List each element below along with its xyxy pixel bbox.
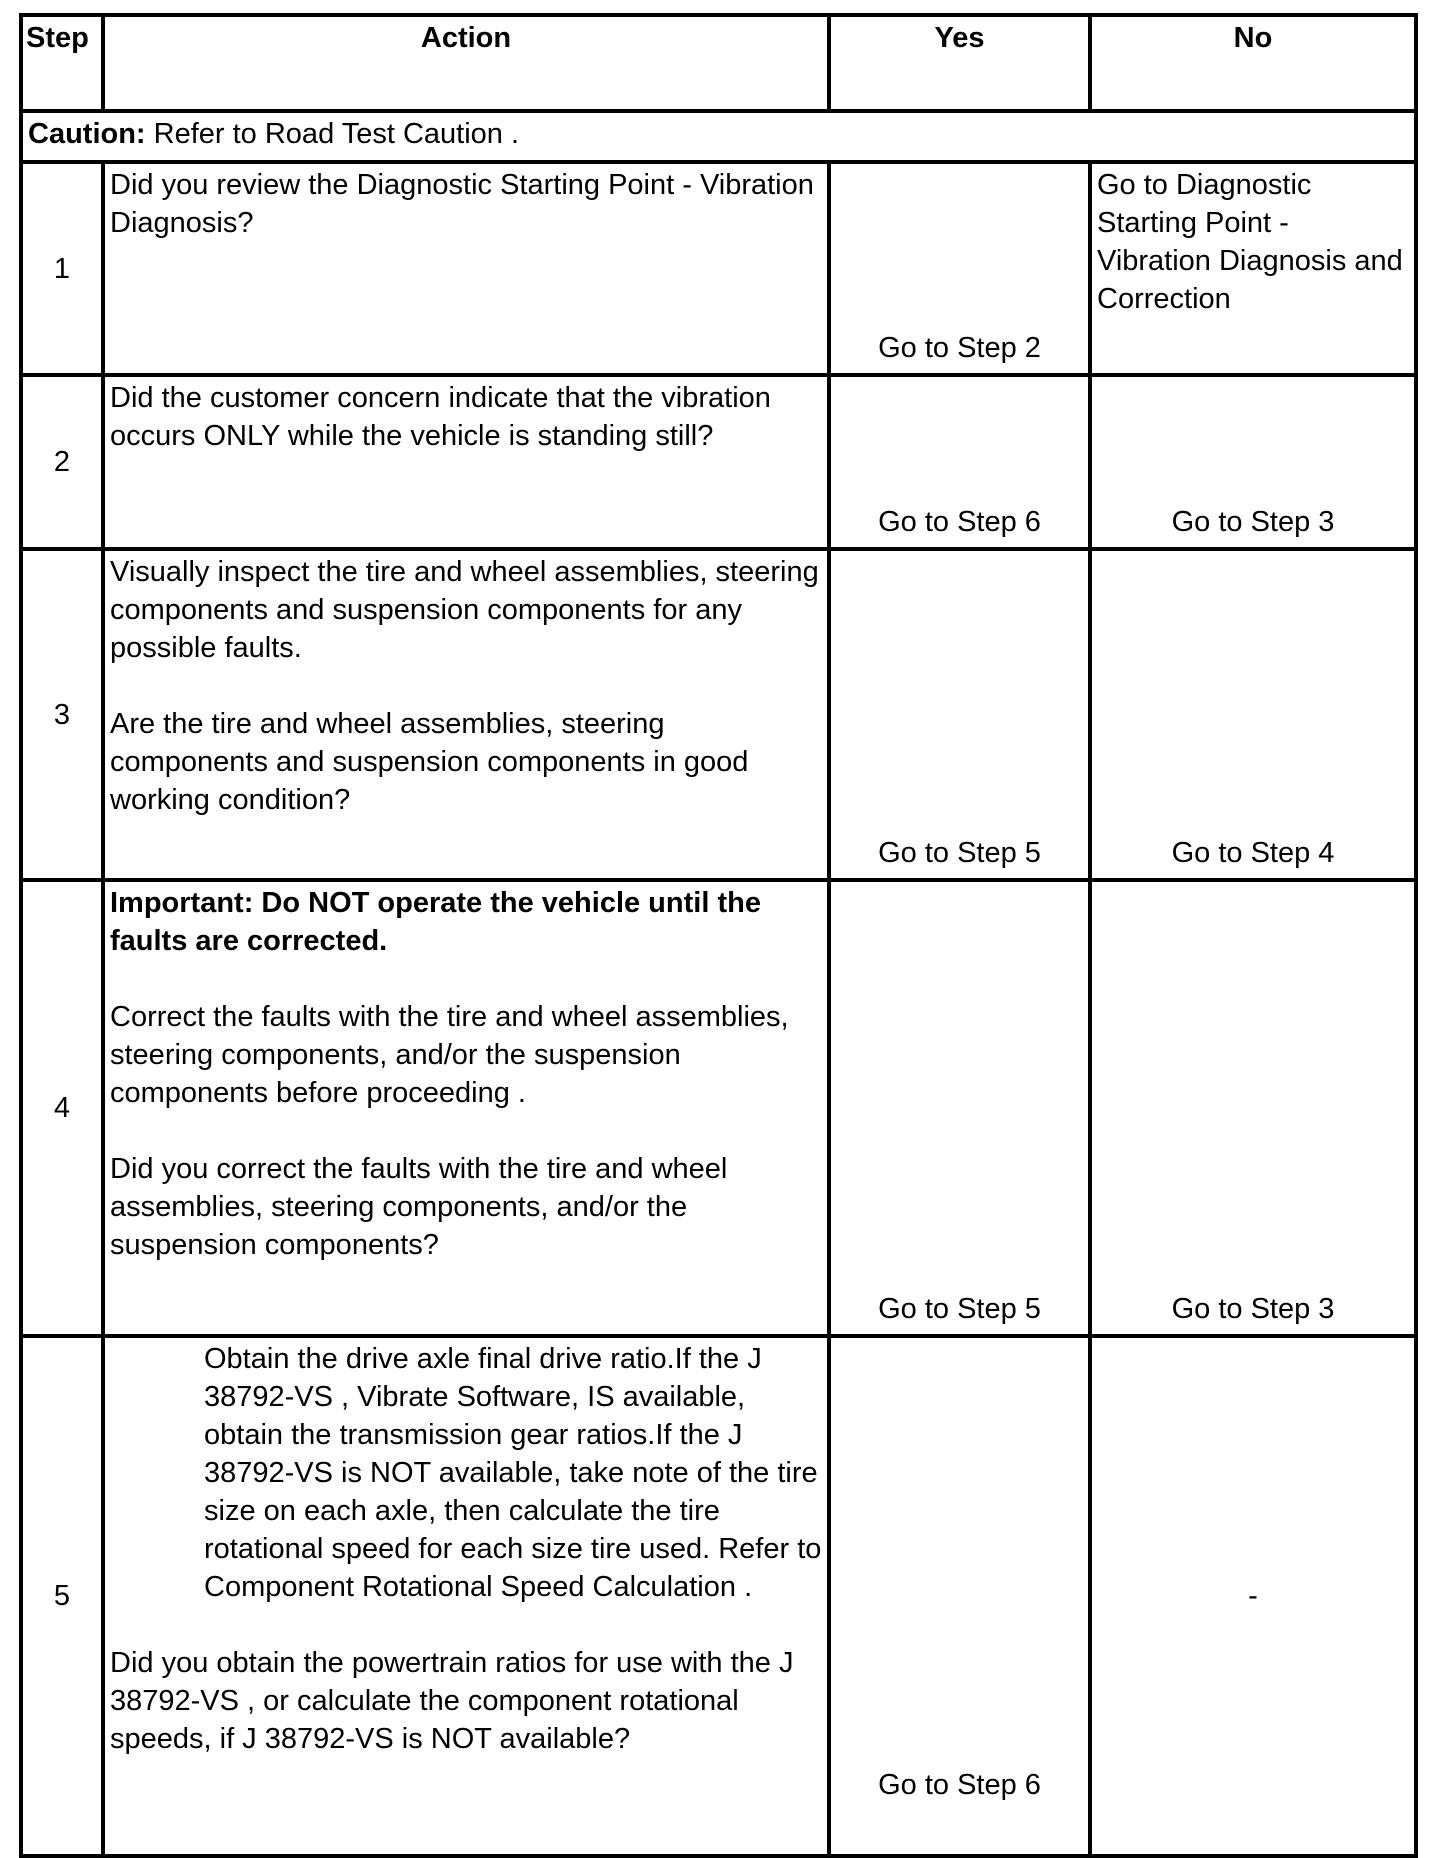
header-action: Action xyxy=(103,15,829,111)
yes-cell[interactable]: Go to Step 2 xyxy=(829,162,1090,375)
no-cell[interactable]: Go to Step 3 xyxy=(1090,880,1416,1336)
action-cell xyxy=(103,880,829,1336)
step-number: 3 xyxy=(21,549,103,880)
action-cell xyxy=(103,1336,829,1856)
yes-cell[interactable]: Go to Step 5 xyxy=(829,549,1090,880)
action-text: Obtain the drive axle final drive ratio.If the J 38792-VS , Vibrate Software, IS available, obtain the transmission gear ratios.If the J 38792-VS is NOT available, take note of the tire size on each axle, then calculate the tire rotational speed for each size tire used. Refer to Component Rotational Speed Calculation . xyxy=(204,1343,822,1603)
action-question: Did you obtain the powertrain ratios for use with the J 38792-VS , or calculate the component rotational speeds, if J 38792-VS is NOT available? xyxy=(110,1647,794,1755)
caution-label: Caution: xyxy=(28,118,146,150)
table-row xyxy=(21,375,1416,549)
table-row xyxy=(21,549,1416,880)
no-cell[interactable]: Go to Step 3 xyxy=(1090,375,1416,549)
action-question: Did you correct the faults with the tire and wheel assemblies, steering components, and/or the suspension components? xyxy=(110,1153,728,1261)
diagnostic-table xyxy=(19,13,1418,1858)
important-note: Important: Do NOT operate the vehicle until the faults are corrected. xyxy=(110,887,761,957)
header-yes: Yes xyxy=(829,15,1090,111)
step-number: 1 xyxy=(21,162,103,375)
action-text: Did the customer concern indicate that the vibration occurs ONLY while the vehicle is standing still? xyxy=(110,382,771,452)
table-row xyxy=(21,880,1416,1336)
step-number: 2 xyxy=(21,375,103,549)
header-step: Step xyxy=(21,15,103,111)
action-text: Visually inspect the tire and wheel assemblies, steering components and suspension components for any possible faults. xyxy=(110,556,819,664)
step-number: 4 xyxy=(21,880,103,1336)
header-no: No xyxy=(1090,15,1416,111)
action-cell xyxy=(103,162,829,375)
action-question: Are the tire and wheel assemblies, steering components and suspension components in good working condition? xyxy=(110,708,749,816)
step-number: 5 xyxy=(21,1336,103,1856)
yes-cell[interactable]: Go to Step 5 xyxy=(829,880,1090,1336)
action-cell xyxy=(103,549,829,880)
action-text: Correct the faults with the tire and wheel assemblies, steering components, and/or the suspension components before proceeding . xyxy=(110,1001,789,1109)
action-cell xyxy=(103,375,829,549)
action-text: Did you review the Diagnostic Starting Point - Vibration Diagnosis? xyxy=(110,169,814,239)
header-row xyxy=(21,15,1416,111)
caution-text: Refer to Road Test Caution . xyxy=(145,118,520,150)
yes-cell[interactable]: Go to Step 6 xyxy=(829,375,1090,549)
table-row xyxy=(21,1336,1416,1856)
yes-cell[interactable]: Go to Step 6 xyxy=(829,1336,1090,1856)
no-cell[interactable]: Go to Step 4 xyxy=(1090,549,1416,880)
table-row xyxy=(21,162,1416,375)
no-cell: - xyxy=(1090,1336,1416,1856)
caution-row xyxy=(21,111,1416,162)
caution-cell xyxy=(21,111,1416,162)
no-cell[interactable]: Go to Diagnostic Starting Point - Vibration Diagnosis and Correction xyxy=(1090,162,1416,375)
